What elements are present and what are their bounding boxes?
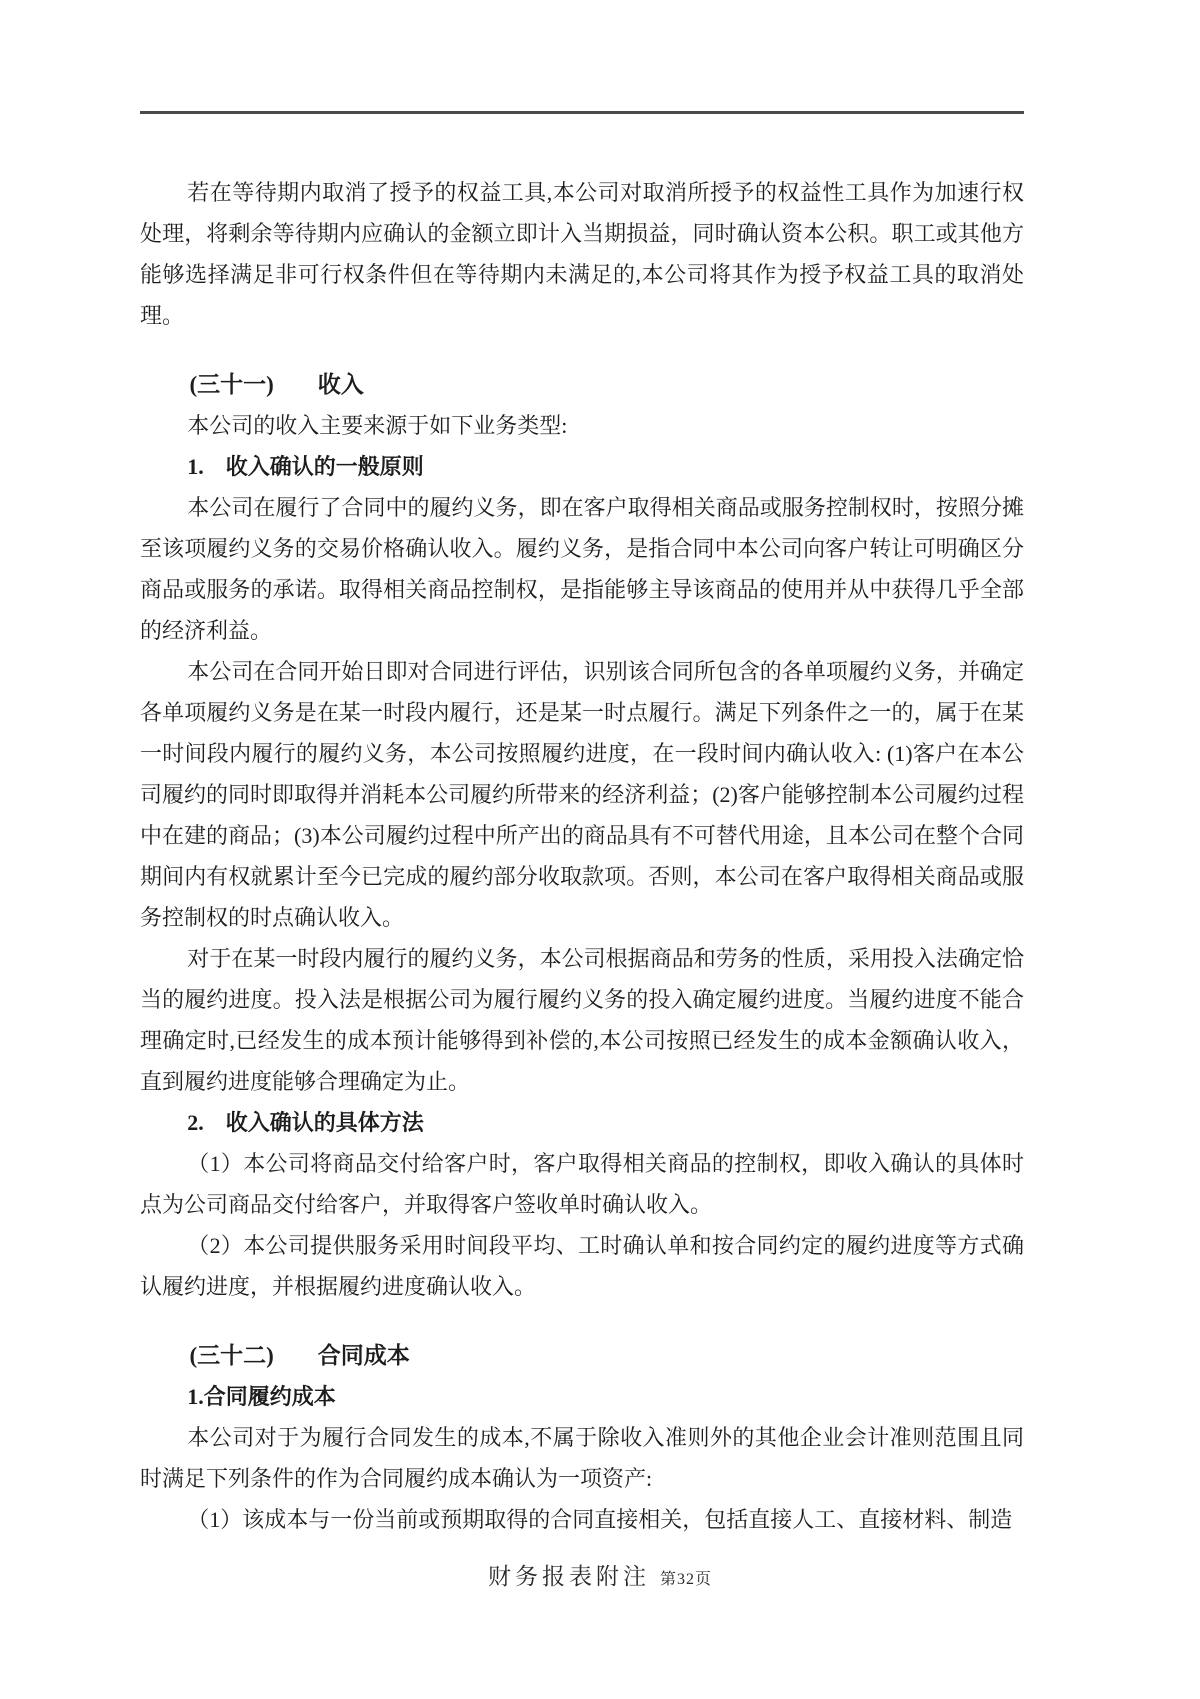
document-body <box>140 172 1024 1540</box>
paragraph: （1）本公司将商品交付给客户时，客户取得相关商品的控制权，即收入确认的具体时点为公司商品交付给客户，并取得客户签收单时确认收入。 <box>140 1151 1024 1217</box>
paragraph: 本公司在合同开始日即对合同进行评估，识别该合同所包含的各单项履约义务，并确定各单项履约义务是在某一时段内履行，还是某一时点履行。满足下列条件之一的，属于在某一时间段内履行的履约义务，本公司按照履约进度，在一段时间内确认收入: (1)客户在本公司履约的同时即取得并消耗本公司履约所带来的经济利益；(2)客户能够控制本公司履约过程中在建的商品；(3)本公司履约过程中所产出的商品具有不可替代用途，且本公司在整个合同期间内有权就累计至今已完成的履约部分收取款项。否则，本公司在客户取得相关商品或服务控制权的时点确认收入。 <box>140 659 1024 930</box>
paragraph: 若在等待期内取消了授予的权益工具,本公司对取消所授予的权益性工具作为加速行权处理，将剩余等待期内应确认的金额立即计入当期损益，同时确认资本公积。职工或其他方能够选择满足非可行权条件但在等待期内未满足的,本公司将其作为授予权益工具的取消处理。 <box>140 180 1024 328</box>
section-heading-contract-cost <box>140 1335 1024 1376</box>
subsection-heading-revenue-specific-method: 2. 收入确认的具体方法 <box>187 1110 424 1135</box>
footer-page-number: 第32页 <box>659 1571 712 1588</box>
section-number: (三十一) <box>189 372 274 397</box>
paragraph: 本公司的收入主要来源于如下业务类型: <box>187 413 568 438</box>
paragraph: 本公司对于为履行合同发生的成本,不属于除收入准则外的其他企业会计准则范围且同时满足下列条件的作为合同履约成本确认为一项资产: <box>140 1425 1024 1491</box>
footer-title: 财务报表附注 <box>487 1564 650 1589</box>
section-title: 收入 <box>317 372 364 397</box>
paragraph: 本公司在履行了合同中的履约义务，即在客户取得相关商品或服务控制权时，按照分摊至该项履约义务的交易价格确认收入。履约义务，是指合同中本公司向客户转让可明确区分商品或服务的承诺。取得相关商品控制权，是指能够主导该商品的使用并从中获得几乎全部的经济利益。 <box>140 495 1024 643</box>
section-number: (三十二) <box>189 1343 274 1368</box>
paragraph: 对于在某一时段内履行的履约义务，本公司根据商品和劳务的性质，采用投入法确定恰当的履约进度。投入法是根据公司为履行履约义务的投入确定履约进度。当履约进度不能合理确定时,已经发生的成本预计能够得到补偿的,本公司按照已经发生的成本金额确认收入，直到履约进度能够合理确定为止。 <box>140 946 1024 1094</box>
subsection-heading-revenue-general-principle: 1. 收入确认的一般原则 <box>187 454 424 479</box>
paragraph: （2）本公司提供服务采用时间段平均、工时确认单和按合同约定的履约进度等方式确认履约进度，并根据履约进度确认收入。 <box>140 1233 1024 1299</box>
paragraph: （1）该成本与一份当前或预期取得的合同直接相关，包括直接人工、直接材料、制造 <box>187 1507 1013 1532</box>
header-rule <box>140 111 1024 114</box>
subsection-heading-contract-performance-cost: 1.合同履约成本 <box>187 1384 336 1409</box>
page-footer <box>0 1560 1200 1597</box>
section-title: 合同成本 <box>317 1343 410 1368</box>
section-heading-revenue <box>140 364 1024 405</box>
